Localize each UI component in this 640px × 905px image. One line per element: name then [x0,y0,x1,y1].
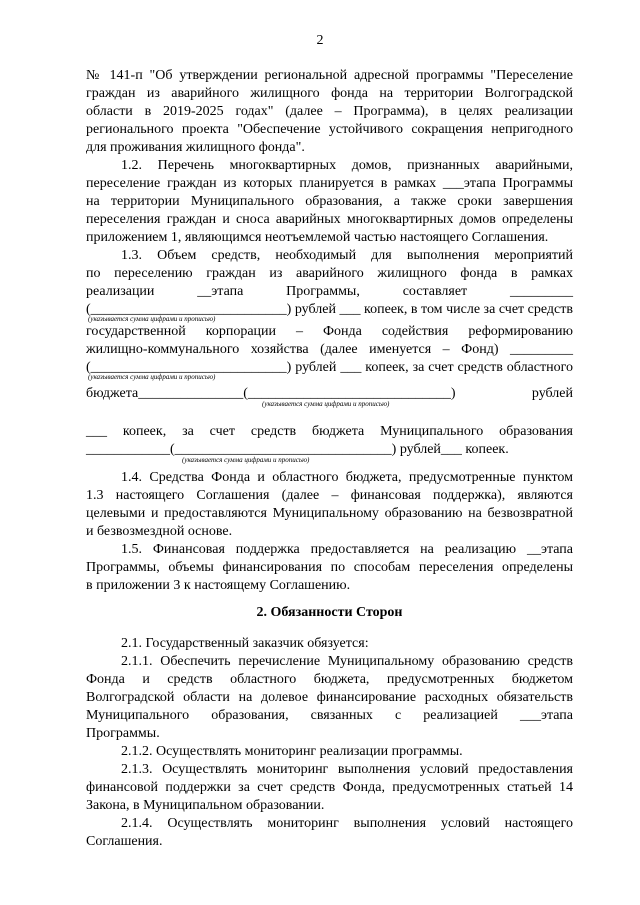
paragraph-line: 1.5. Финансовая поддержка предоставляется на реализацию __этапа [121,542,573,557]
paragraph-line: приложением 1, являющимся неотъемлемой частью настоящего Соглашения. [86,230,549,245]
paragraph-line: (____________________________) рублей ___ копеек, в том числе за счет средств [86,302,573,317]
paragraph-line: целевыми и предоставляются Муниципальному образованию на безвозвратной [86,506,573,521]
paragraph-line: Соглашения. [86,834,163,849]
paragraph-line: 2.1.1. Обеспечить перечисление Муниципальному образованию средств [121,654,573,669]
paragraph-line: 2.1.4. Осуществлять мониторинг выполнения условий настоящего [121,816,573,831]
paragraph-line: переселения граждан и сноса аварийных многоквартирных домов определены [86,212,573,227]
paragraph-line: в приложении 3 к настоящему Соглашению. [86,578,351,593]
paragraph-line: Фонда и средств областного бюджета, предусмотренных бюджетом [86,672,573,687]
amount-caption: (указывается сумма цифрами и прописью) [88,373,216,381]
paragraph-line: по переселению граждан из аварийного жилищного фонда в рамках [86,266,573,281]
paragraph-line: Программы, объемы финансирования по способам переселения определены [86,560,573,575]
paragraph-line: 1.4. Средства Фонда и областного бюджета, предусмотренные пунктом [121,470,573,485]
paragraph-line: на территории Муниципального образования, а также сроки завершения [86,194,573,209]
paragraph-line: граждан из аварийного жилищного фонда на территории Волгоградской [86,86,573,101]
paragraph-line: 2.1. Государственный заказчик обязуется: [121,636,369,651]
paragraph-line: финансовой поддержки за счет средств Фонда, предусмотренных статьей 14 [86,780,573,795]
paragraph-line: 1.3 настоящего Соглашения (далее – финансовая поддержка), являются [86,488,573,503]
paragraph-line: 1.3. Объем средств, необходимый для выполнения мероприятий [121,248,573,263]
paragraph-line: переселение граждан из которых планируется в рамках ___этапа Программы [86,176,573,191]
paragraph-line: 1.2. Перечень многоквартирных домов, признанных аварийными, [121,158,573,173]
paragraph-line: Закона, в Муниципальном образовании. [86,798,325,813]
amount-caption: (указывается сумма цифрами и прописью) [88,315,216,323]
paragraph-line: ____________(_______________________________) рублей___ копеек. [86,442,509,457]
paragraph-line: для проживания жилищного фонда". [86,140,305,155]
paragraph-line: государственной корпорации – Фонда содействия реформированию [86,324,573,339]
page-number: 2 [316,33,324,48]
paragraph-line: области в 2019-2025 годах" (далее – Программа), в целях реализации [86,104,573,119]
paragraph-line: реализации __этапа Программы, составляет _________ [86,284,573,299]
paragraph-line: № 141-п "Об утверждении региональной адресной программы "Переселение [86,68,573,83]
paragraph-line: Волгоградской области на долевое финансирование расходных обязательств [86,690,573,705]
section-heading: 2. Обязанности Сторон [256,605,403,620]
paragraph-line: жилищно-коммунального хозяйства (далее именуется – Фонд) _________ [86,342,573,357]
paragraph-line: 2.1.2. Осуществлять мониторинг реализации программы. [121,744,463,759]
paragraph-line: регионального проекта "Обеспечение устойчивого сокращения непригодного [86,122,573,137]
paragraph-line: и безвозмездной основе. [86,524,233,539]
amount-caption: (указывается сумма цифрами и прописью) [262,400,390,408]
paragraph-line: 2.1.3. Осуществлять мониторинг выполнения условий предоставления [121,762,573,777]
paragraph-line: ___ копеек, за счет средств бюджета Муниципального образования [86,424,573,439]
amount-caption: (указывается сумма цифрами и прописью) [182,456,310,464]
paragraph-line: бюджета_______________(_____________________________) рублей [86,386,573,401]
paragraph-line: Программы. [86,726,160,741]
paragraph-line: Муниципального образования, связанных с реализацией ___этапа [86,708,573,723]
paragraph-line: (____________________________) рублей ___ копеек, за счет средств областного [86,360,573,375]
